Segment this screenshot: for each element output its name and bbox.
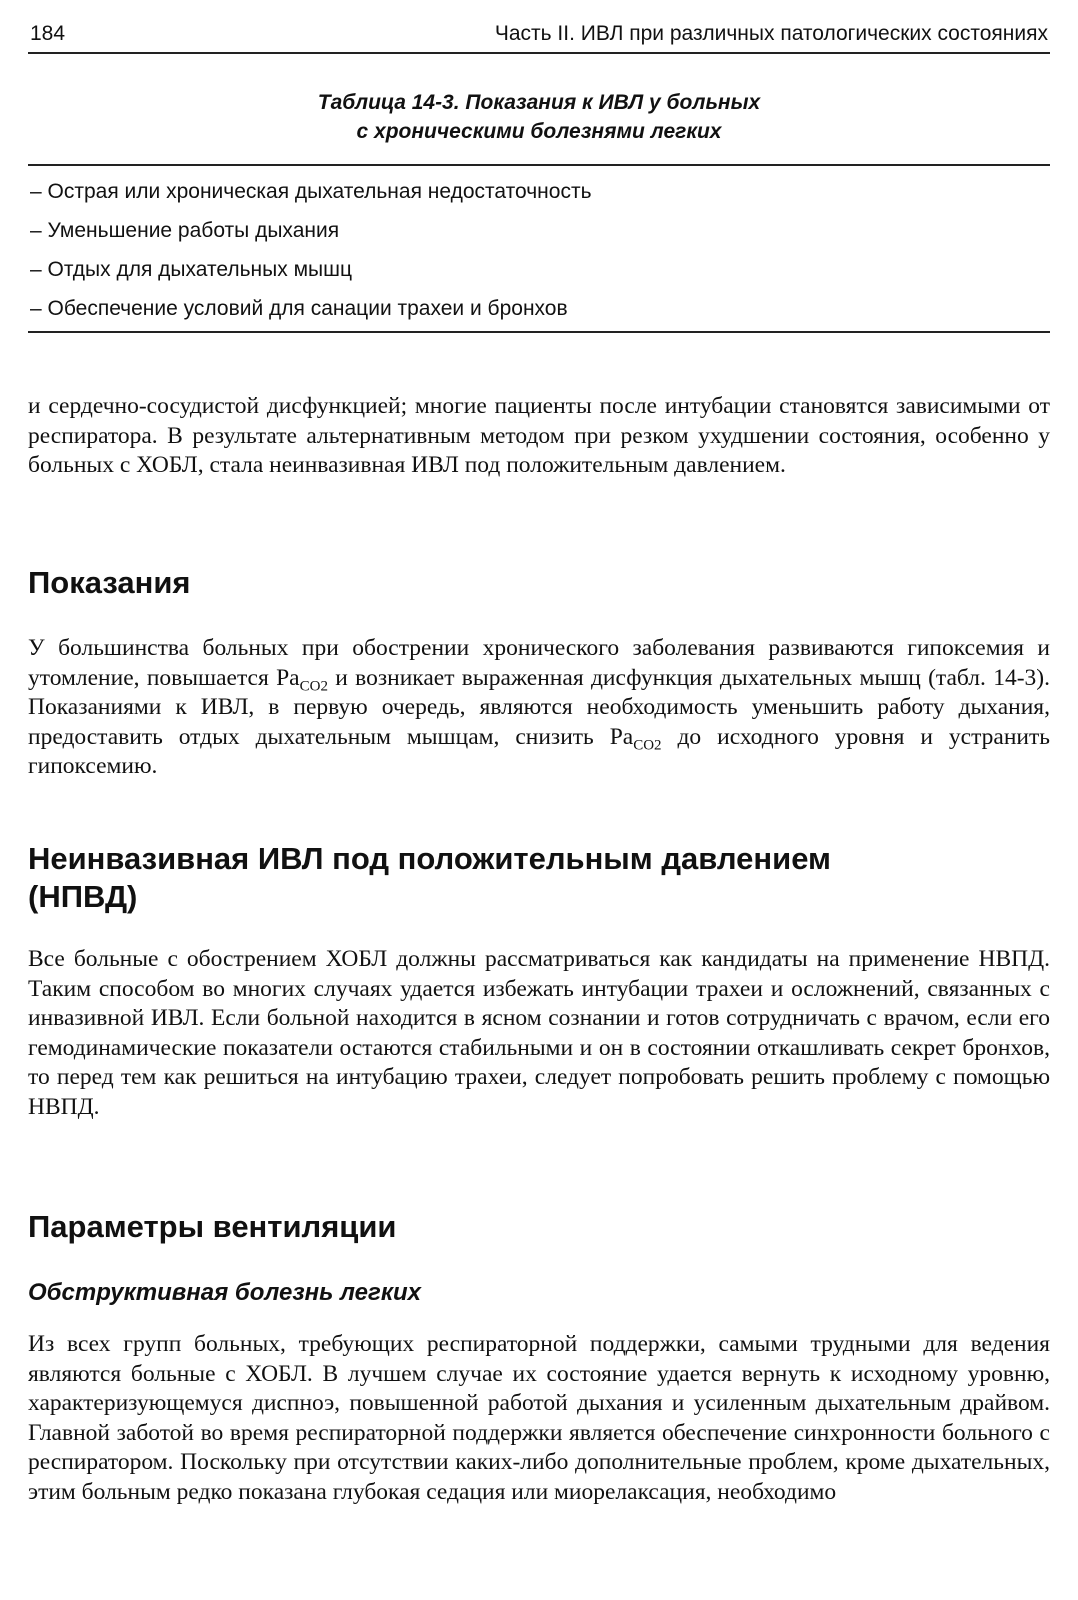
indications-table [28,164,1050,333]
subheading-obstructive-disease: Обструктивная болезнь легких [28,1279,421,1306]
running-title: Часть II. ИВЛ при различных патологических состояниях [494,22,1048,45]
table-caption-line-1: Таблица 14-3. Показания к ИВЛ у больных [317,91,761,114]
table-row: – Уменьшение работы дыхания [30,219,340,242]
book-page [28,0,1050,1600]
indications-paragraph: У большинства больных при обострении хронического заболевания развиваются гипоксемия и утомление, повышается $Pa_{CO2}$ и возникает выраженная дисфункция дыхательных мышц (табл. 14-3). Показаниями к ИВЛ, в первую очередь, являются необходимость уменьшить работу дыхания, предоставить отдых дыхательным мышцам, снизить $Pa_{CO2}$ до исходного уровня и устранить гипоксемию. [28,635,1050,780]
heading-ventilation-params: Параметры вентиляции [28,1209,397,1244]
nppv-paragraph: Все больные с обострением ХОБЛ должны рассматриваться как кандидаты на применение НВПД. Таким способом во многих случаях удается избежать интубации трахеи и осложнений, связанных с инвазивной ИВЛ. Если больной находится в ясном сознании и готов сотрудничать с врачом, если его гемодинамические показатели остаются стабильными и он в состоянии откашливать секрет бронхов, то перед тем как решиться на интубацию трахеи, следует попробовать решить проблему с помощью НВПД. [28,946,1050,1120]
running-header [28,20,1050,54]
page-number: 184 [30,22,66,45]
heading-nppv [28,840,1050,916]
table-caption-line-2: с хроническими болезнями легких [356,120,722,143]
table-row: – Отдых для дыхательных мышц [30,258,352,281]
heading-nppv-line-2: (НПВД) [28,879,138,914]
intro-paragraph: и сердечно-сосудистой дисфункцией; многие пациенты после интубации становятся зависимыми от респиратора. В результате альтернативным методом при резком ухудшении состояния, особенно у больных с ХОБЛ, стала неинвазивная ИВЛ под положительным давлением. [28,393,1050,479]
subscript-co2: CO2 [299,678,328,695]
heading-indications: Показания [28,565,191,600]
obstructive-paragraph: Из всех групп больных, требующих респираторной поддержки, самыми трудными для ведения являются больные с ХОБЛ. В лучшем случае их состояние удается вернуть к исходному уровню, характеризующемуся диспноэ, повышенной работой дыхания и усиленным дыхательным драйвом. Главной заботой во время респираторной поддержки является обеспечение синхронности больного с респиратором. Поскольку при отсутствии каких-либо дополнительные проблем, кроме дыхательных, этим больным редко показана глубокая седация или миорелаксация, необходимо [28,1331,1050,1505]
table-row: – Острая или хроническая дыхательная недостаточность [30,180,592,203]
subscript-co2: CO2 [633,737,662,754]
table-caption [28,88,1050,146]
table-row: – Обеспечение условий для санации трахеи и бронхов [30,297,568,320]
heading-nppv-line-1: Неинвазивная ИВЛ под положительным давлением [28,841,831,876]
indications-list [30,178,592,334]
